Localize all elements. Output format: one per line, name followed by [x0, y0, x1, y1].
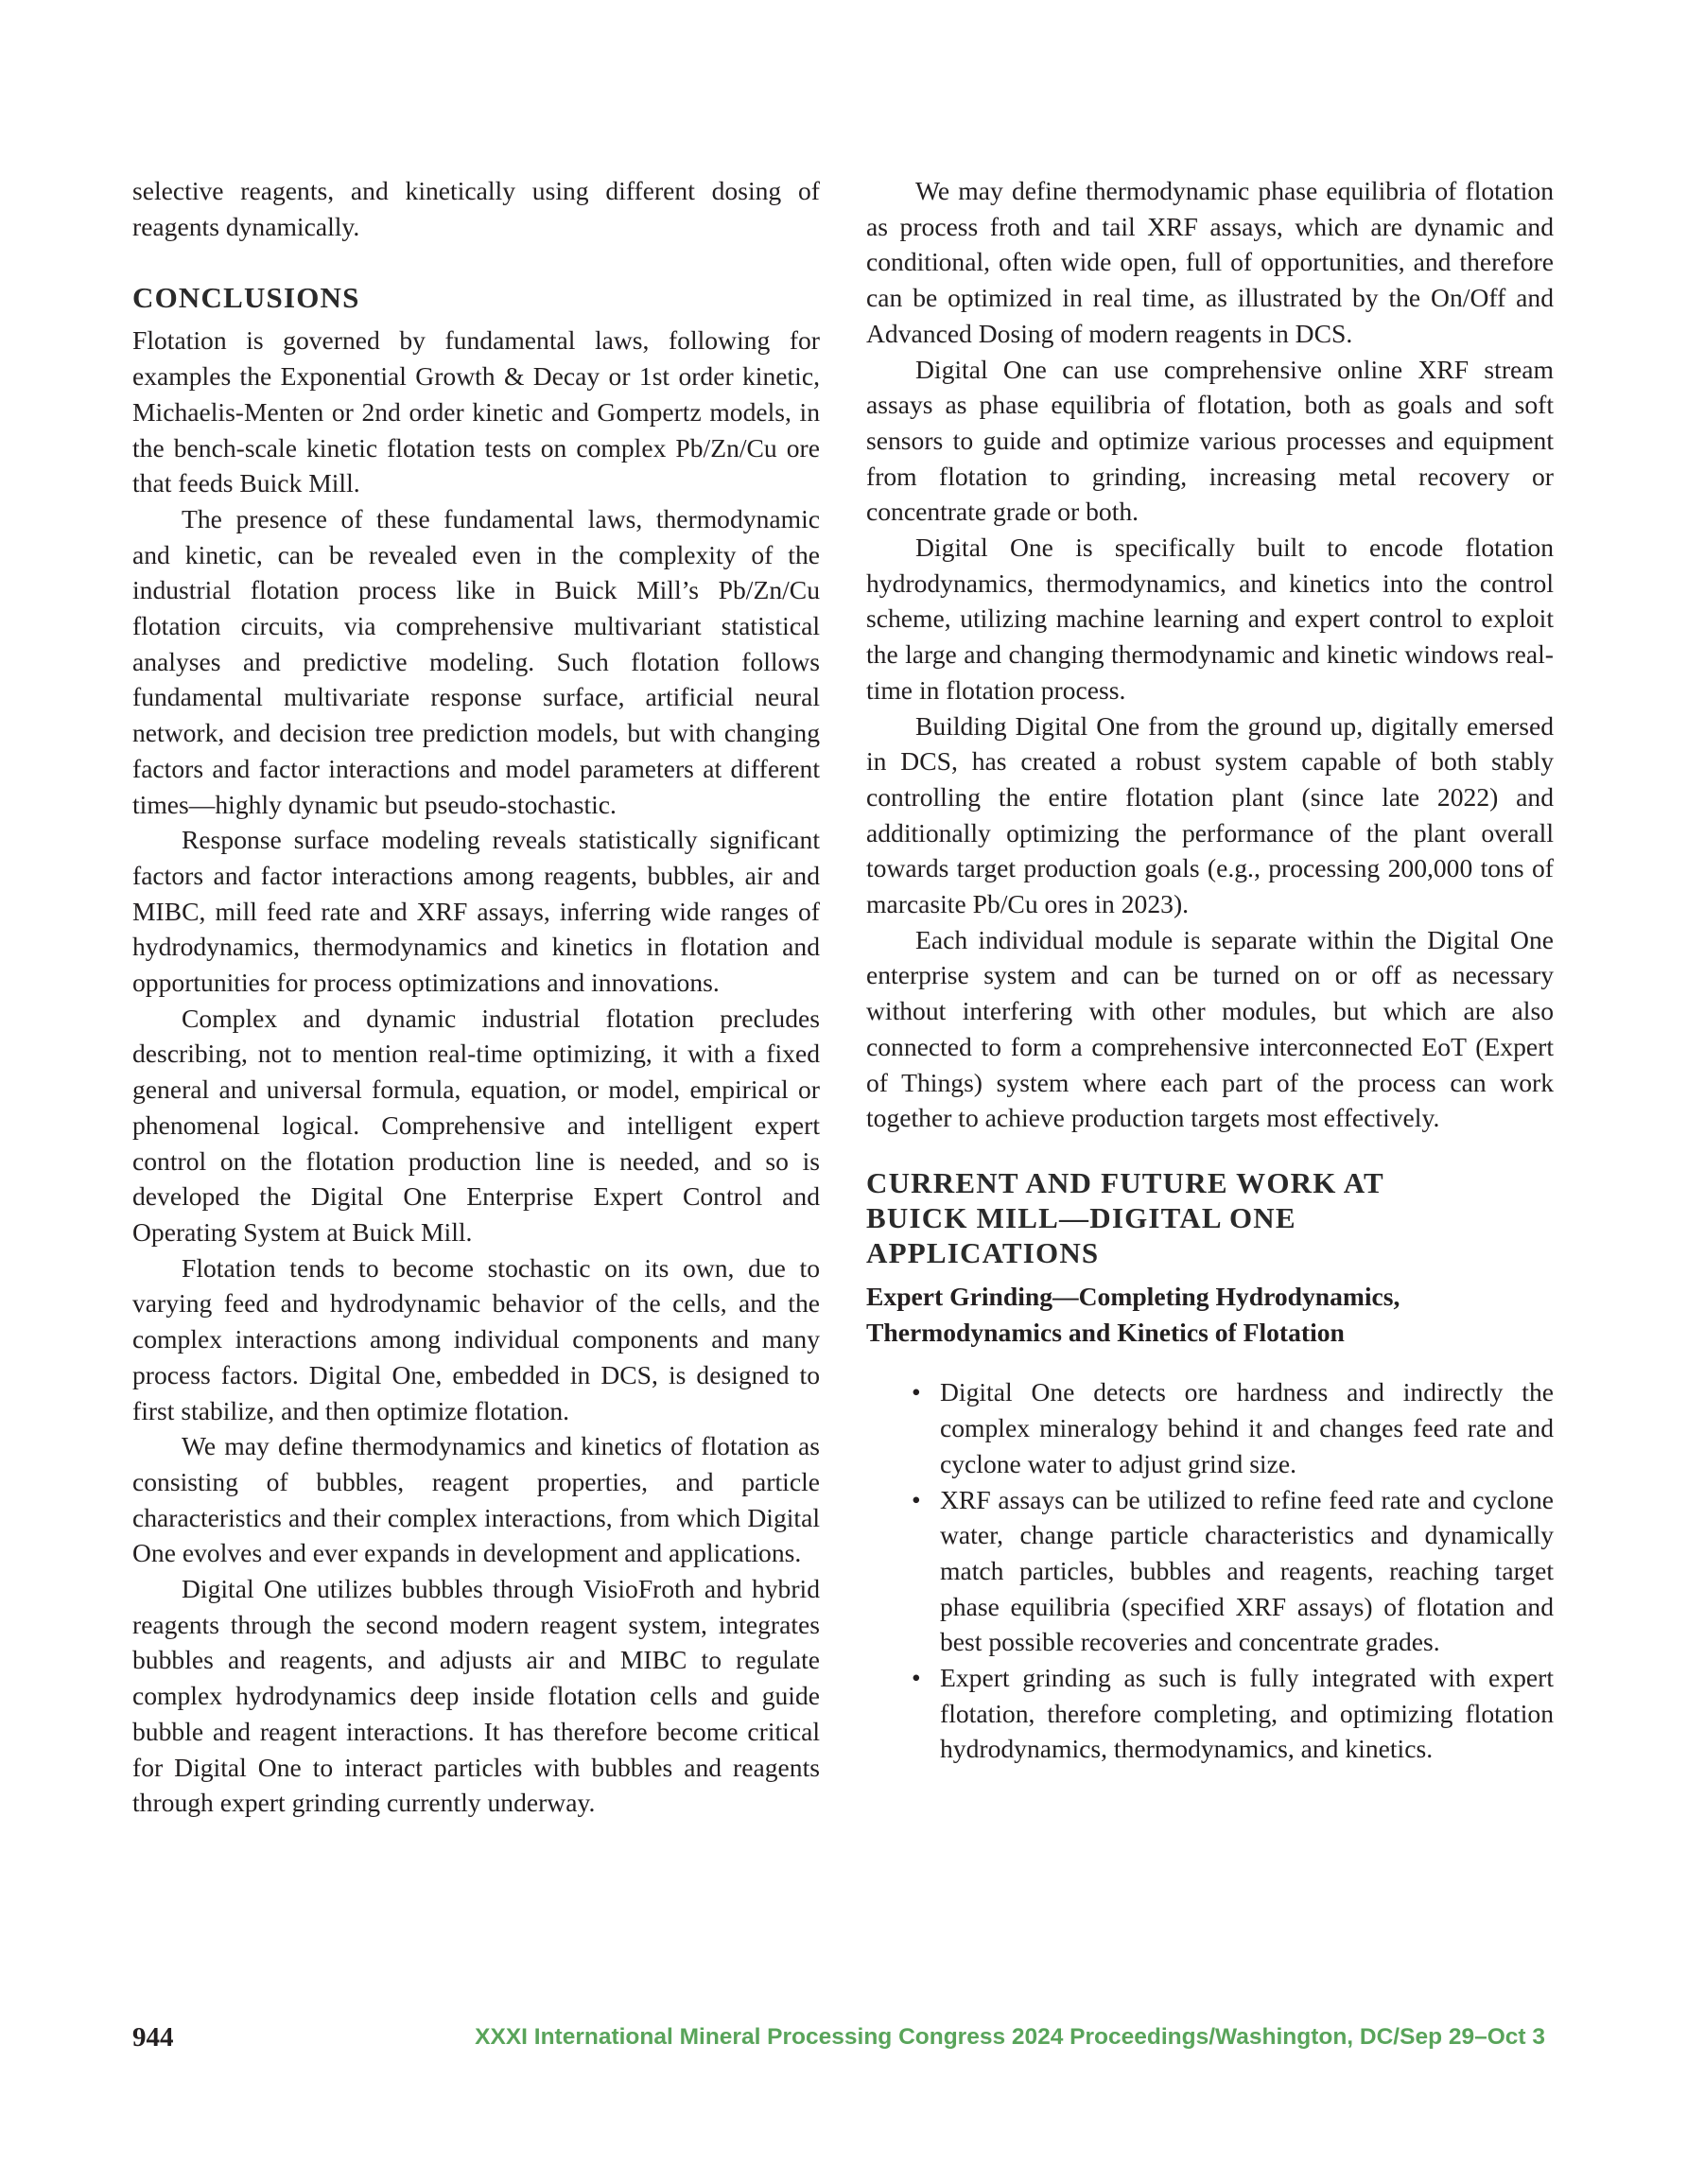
bullet-list-item: [866, 1374, 1554, 1481]
body-paragraph: Building Digital One from the ground up, digitally emersed in DCS, has created a robust system capable of both stably controlling the entire flotation plant (since late 2022) and additionally optimizing the performance of the plant overall towards target production goals (e.g., processing 200,000 tons of marcasite Pb/Cu ores in 2023).: [866, 710, 1554, 919]
bullet-text: Digital One detects ore hardness and indirectly the complex mineralogy behind it and changes feed rate and cyclone water to adjust grind size.: [940, 1377, 1554, 1478]
right-column: [866, 173, 1554, 1767]
bullet-point-icon: •: [912, 1663, 921, 1693]
conclusions-paragraph: The presence of these fundamental laws, thermodynamic and kinetic, can be revealed even in the complexity of the industrial flotation process like in Buick Mill’s Pb/Zn/Cu flotation circuits, via comprehensive multivariant statistical analyses and predictive modeling. Such flotation follows fundamental multivariate response surface, artificial neural network, and decision tree prediction models, but with changing factors and factor interactions and model parameters at different times—highly dynamic but pseudo-stochastic.: [132, 503, 820, 819]
left-column: [132, 173, 820, 1821]
section-heading-current-future-work: CURRENT AND FUTURE WORK AT BUICK MILL—DIGITAL ONE APPLICATIONS: [866, 1165, 1384, 1269]
page-footer: [132, 2022, 1545, 2060]
bullet-text: XRF assays can be utilized to refine feed rate and cyclone water, change particle characteristics and dynamically match particles, bubbles and reagents, reaching target phase equilibria (specified XRF assays) of flotation and best possible recoveries and concentrate grades.: [940, 1484, 1554, 1657]
bullet-list: [866, 1374, 1554, 1767]
conclusions-paragraph: Response surface modeling reveals statistically significant factors and factor interactions among reagents, bubbles, air and MIBC, mill feed rate and XRF assays, inferring wide ranges of hydrodynamics, thermodynamics and kinetics in flotation and opportunities for process optimizations and innovations.: [132, 825, 820, 998]
page-number: 944: [132, 2022, 174, 2053]
conclusions-heading: CONCLUSIONS: [132, 281, 360, 315]
conclusions-paragraph: Flotation is governed by fundamental laws, following for examples the Exponential Growth & Decay or 1st order kinetic, Michaelis-Menten or 2nd order kinetic and Gompertz models, in the bench-scale kinetic flotation tests on complex Pb/Zn/Cu ore that feeds Buick Mill.: [132, 325, 820, 498]
intro-continuation-paragraph: selective reagents, and kinetically using different dosing of reagents dynamically.: [132, 176, 820, 241]
bullet-list-item: [866, 1482, 1554, 1661]
subsection-heading-expert-grinding: Expert Grinding—Completing Hydrodynamics, Thermodynamics and Kinetics of Flotation: [866, 1281, 1400, 1347]
body-paragraph: Each individual module is separate within the Digital One enterprise system and can be turned on or off as necessary without interfering with other modules, but which are also connected to form a comprehensive interconnected EoT (Expert of Things) system where each part of the process can work together to achieve production targets most effectively.: [866, 924, 1554, 1133]
body-paragraph: Digital One can use comprehensive online XRF stream assays as phase equilibria of flotation, both as goals and soft sensors to guide and optimize various processes and equipment from flotation to grinding, increasing metal recovery or concentrate grade or both.: [866, 354, 1554, 527]
bullet-point-icon: •: [912, 1377, 921, 1407]
body-paragraph: We may define thermodynamic phase equilibria of flotation as process froth and tail XRF assays, which are dynamic and conditional, often wide open, full of opportunities, and therefore can be optimized in real time, as illustrated by the On/Off and Advanced Dosing of modern reagents in DCS.: [866, 176, 1554, 348]
conclusions-paragraph: Digital One utilizes bubbles through VisioFroth and hybrid reagents through the second modern reagent system, integrates bubbles and reagents, and adjusts air and MIBC to regulate complex hydrodynamics deep inside flotation cells and guide bubble and reagent interactions. It has therefore become critical for Digital One to interact particles with bubbles and reagents through expert grinding currently underway.: [132, 1574, 820, 1818]
conclusions-paragraph: Flotation tends to become stochastic on its own, due to varying feed and hydrodynamic behavior of the cells, and the complex interactions among individual components and many process factors. Digital One, embedded in DCS, is designed to first stabilize, and then optimize flotation.: [132, 1252, 820, 1425]
conclusions-paragraph: We may define thermodynamics and kinetics of flotation as consisting of bubbles, reagent properties, and particle characteristics and their complex interactions, from which Digital One evolves and ever expands in development and applications.: [132, 1431, 820, 1568]
conclusions-paragraph: Complex and dynamic industrial flotation precludes describing, not to mention real-time optimizing, it with a fixed general and universal formula, equation, or model, empirical or phenomenal logical. Comprehensive and intelligent expert control on the flotation production line is needed, and so is developed the Digital One Enterprise Expert Control and Operating System at Buick Mill.: [132, 1003, 820, 1247]
body-paragraph: Digital One is specifically built to encode flotation hydrodynamics, thermodynamics, and kinetics into the control scheme, utilizing machine learning and expert control to exploit the large and changing thermodynamic and kinetic windows real-time in flotation process.: [866, 533, 1554, 705]
bullet-list-item: [866, 1660, 1554, 1767]
bullet-point-icon: •: [912, 1484, 921, 1514]
bullet-text: Expert grinding as such is fully integrated with expert flotation, therefore completing, and optimizing flotation hydrodynamics, thermodynamics, and kinetics.: [940, 1663, 1554, 1764]
running-footer-title: XXXI International Mineral Processing Congress 2024 Proceedings/Washington, DC/Sep 29–Oct 3: [475, 2024, 1545, 2050]
